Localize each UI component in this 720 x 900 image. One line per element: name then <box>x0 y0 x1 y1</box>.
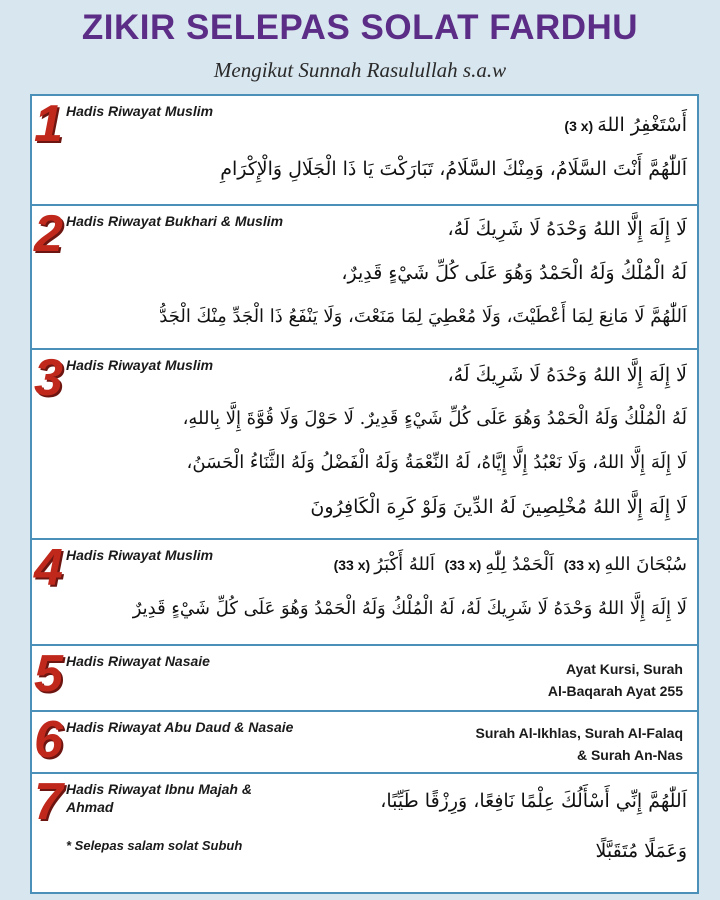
arabic-line <box>560 114 687 136</box>
counted-line <box>330 554 687 575</box>
arabic-text: أَسْتَغْفِرُ اللهَ <box>597 114 687 136</box>
section-number: 3 <box>34 349 63 407</box>
section-number: 7 <box>34 773 63 831</box>
arabic-text: اَللهُ أَكْبَرُ <box>374 554 435 575</box>
arabic-line: اَللّٰهُمَّ لَا مَانِعَ لِمَا أَعْطَيْتَ، وَلَا مُعْطِيَ لِمَا مَنَعْتَ، وَلَا يَنْفَعُ ذَا الْجَدِّ مِنْكَ الْجَدُّ <box>159 306 687 327</box>
arabic-line: لَهُ الْمُلْكُ وَلَهُ الْحَمْدُ وَهُوَ عَلَى كُلِّ شَيْءٍ قَدِيرٌ. لَا حَوْلَ وَلَا قُوَّةَ إِلَّا بِاللهِ، <box>182 408 687 429</box>
arabic-line: لَهُ الْمُلْكُ وَلَهُ الْحَمْدُ وَهُوَ عَلَى كُلِّ شَيْءٍ قَدِيرٌ، <box>341 262 687 284</box>
section-4 <box>32 540 697 646</box>
hadith-source: Hadis Riwayat Abu Daud & Nasaie <box>66 719 294 735</box>
section-number: 6 <box>34 711 63 769</box>
surah-line: Ayat Kursi, Surah <box>566 661 683 677</box>
surah-reference <box>548 658 683 702</box>
hadith-source: Hadis Riwayat Bukhari & Muslim <box>66 213 284 229</box>
hadith-source: Hadis Riwayat Muslim <box>66 547 214 563</box>
hadith-source: Hadis Riwayat Nasaie <box>66 653 210 669</box>
arabic-line: اَللّٰهُمَّ أَنْتَ السَّلَامُ، وَمِنْكَ السَّلَامُ، تَبَارَكْتَ يَا ذَا الْجَلَالِ وَالْإِكْرَامِ <box>220 158 687 180</box>
section-6 <box>32 712 697 774</box>
surah-line: Al-Baqarah Ayat 255 <box>547 683 683 699</box>
section-7 <box>32 774 697 892</box>
hadith-source: Hadis Riwayat Muslim <box>66 357 214 373</box>
repeat-count: (33 x) <box>563 557 601 573</box>
arabic-line: وَعَمَلًا مُتَقَبَّلًا <box>595 840 687 862</box>
arabic-line: لَا إِلَهَ إِلَّا اللهُ وَحْدَهُ لَا شَرِيكَ لَهُ، <box>447 364 687 386</box>
footnote: * Selepas salam solat Subuh <box>66 838 243 853</box>
page-subtitle: Mengikut Sunnah Rasulullah s.a.w <box>213 58 507 82</box>
arabic-text: اَلْحَمْدُ لِلّٰهِ <box>485 554 555 575</box>
arabic-line: لَا إِلَهَ إِلَّا اللهُ وَحْدَهُ لَا شَرِيكَ لَهُ، لَهُ الْمُلْكُ وَلَهُ الْحَمْدُ وَهُوَ عَلَى كُلِّ شَيْءٍ قَدِيرٌ <box>132 598 687 619</box>
repeat-count: (3 x) <box>564 118 594 134</box>
arabic-line: لَا إِلَهَ إِلَّا اللهُ، وَلَا نَعْبُدُ إِلَّا إِيَّاهُ، لَهُ النِّعْمَةُ وَلَهُ الْفَضْلُ وَلَهُ الثَّنَاءُ الْحَسَنُ، <box>186 452 687 473</box>
repeat-count: (33 x) <box>444 557 482 573</box>
section-number: 4 <box>34 539 63 597</box>
hadith-source: Hadis Riwayat Ibnu Majah & Ahmad <box>66 781 252 815</box>
surah-reference <box>476 722 683 766</box>
hadith-source: Hadis Riwayat Muslim <box>66 103 214 119</box>
arabic-line: لَا إِلَهَ إِلَّا اللهُ مُخْلِصِينَ لَهُ الدِّينَ وَلَوْ كَرِهَ الْكَافِرُونَ <box>310 496 687 518</box>
repeat-count: (33 x) <box>333 557 371 573</box>
surah-line: & Surah An-Nas <box>576 747 683 763</box>
arabic-line: لَا إِلَهَ إِلَّا اللهُ وَحْدَهُ لَا شَرِيكَ لَهُ، <box>447 218 687 240</box>
section-2 <box>32 206 697 350</box>
section-1 <box>32 96 697 206</box>
section-5 <box>32 646 697 712</box>
section-number: 2 <box>34 205 63 263</box>
section-number: 1 <box>34 95 63 153</box>
page-title: ZIKIR SELEPAS SOLAT FARDHU <box>81 8 639 47</box>
section-3 <box>32 350 697 540</box>
zikir-board <box>30 94 699 894</box>
arabic-text: سُبْحَانَ اللهِ <box>604 554 687 575</box>
surah-line: Surah Al-Ikhlas, Surah Al-Falaq <box>475 725 683 741</box>
arabic-line: اَللّٰهُمَّ إِنِّي أَسْأَلُكَ عِلْمًا نَافِعًا، وَرِزْقًا طَيِّبًا، <box>380 790 687 812</box>
section-number: 5 <box>34 645 63 703</box>
